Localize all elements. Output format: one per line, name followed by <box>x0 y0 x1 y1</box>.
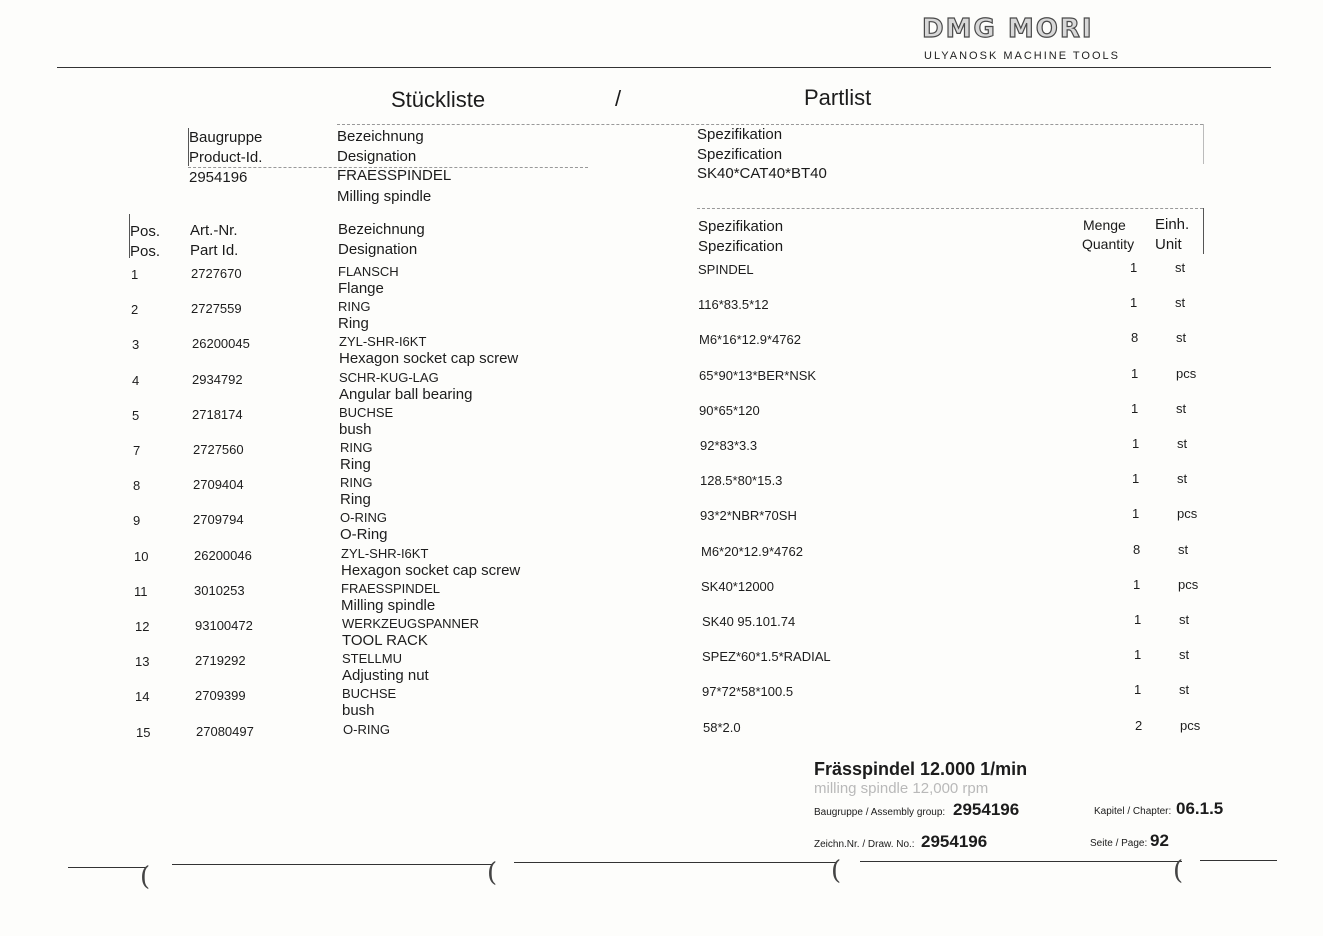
row-unit: pcs <box>1178 577 1199 592</box>
col-qty-en: Quantity <box>1082 236 1135 252</box>
row-part-id: 2719292 <box>195 653 246 668</box>
title-separator: / <box>615 86 622 111</box>
row-part-id: 2709404 <box>193 477 244 492</box>
row-designation-de: ZYL-SHR-I6KT <box>341 546 429 561</box>
row-part-id: 2934792 <box>192 372 243 387</box>
row-quantity: 8 <box>1133 542 1141 557</box>
row-specification: SPEZ*60*1.5*RADIAL <box>702 649 831 664</box>
row-specification: 92*83*3.3 <box>700 438 758 453</box>
page-value: 92 <box>1150 831 1169 850</box>
row-pos: 12 <box>135 619 150 634</box>
row-part-id: 26200046 <box>194 548 252 563</box>
assembly-group-value: 2954196 <box>953 800 1020 819</box>
row-quantity: 1 <box>1132 471 1140 486</box>
row-unit: pcs <box>1176 366 1197 381</box>
row-designation-de: WERKZEUGSPANNER <box>342 616 479 631</box>
row-specification: 116*83.5*12 <box>698 297 769 312</box>
binding-mark-1: ( <box>140 862 151 892</box>
row-designation-en: Hexagon socket cap screw <box>341 562 521 579</box>
row-designation-en: bush <box>342 702 375 719</box>
col-desig-en: Designation <box>338 241 418 258</box>
col-spec-en: Spezification <box>698 238 784 255</box>
row-unit: st <box>1176 330 1187 345</box>
row-part-id: 2709794 <box>193 512 244 527</box>
row-designation-de: FLANSCH <box>338 264 399 279</box>
row-unit: pcs <box>1177 506 1198 521</box>
row-unit: st <box>1175 260 1186 275</box>
row-designation-en: Flange <box>338 280 384 297</box>
row-pos: 1 <box>131 267 139 282</box>
col-spec-de: Spezifikation <box>698 218 784 235</box>
row-unit: st <box>1177 471 1188 486</box>
row-specification: 65*90*13*BER*NSK <box>699 368 817 383</box>
row-specification: 93*2*NBR*70SH <box>700 508 797 523</box>
row-quantity: 1 <box>1132 436 1140 451</box>
row-designation-de: BUCHSE <box>342 686 397 701</box>
row-specification: SPINDEL <box>698 262 754 277</box>
row-pos: 4 <box>132 373 140 388</box>
title-german: Stückliste <box>391 87 486 112</box>
row-pos: 3 <box>132 337 140 352</box>
row-specification: 128.5*80*15.3 <box>700 473 783 488</box>
row-pos: 14 <box>135 689 150 704</box>
table-header-rule <box>697 208 1203 209</box>
row-designation-en: Hexagon socket cap screw <box>339 350 519 367</box>
assembly-rule-top <box>337 124 1203 125</box>
row-designation-de: BUCHSE <box>339 405 394 420</box>
row-part-id: 26200045 <box>192 336 250 351</box>
company-logo: DMG MORI <box>922 14 1094 44</box>
row-specification: M6*16*12.9*4762 <box>699 332 801 347</box>
assembly-group-label: Baugruppe / Assembly group: <box>814 807 946 818</box>
desig-value-en: Milling spindle <box>337 188 432 205</box>
col-part-de: Art.-Nr. <box>190 222 238 239</box>
row-unit: st <box>1179 682 1190 697</box>
page-label: Seite / Page: <box>1090 838 1148 849</box>
desig-label-en: Designation <box>337 148 417 165</box>
group-value: 2954196 <box>189 169 248 186</box>
row-designation-de: RING <box>340 475 373 490</box>
row-part-id: 2718174 <box>192 407 243 422</box>
row-unit: st <box>1176 401 1187 416</box>
row-specification: SK40 95.101.74 <box>702 614 796 629</box>
row-designation-de: O-RING <box>343 722 390 737</box>
chapter-label: Kapitel / Chapter: <box>1094 806 1172 817</box>
row-unit: st <box>1179 647 1190 662</box>
desig-label-de: Bezeichnung <box>337 128 424 145</box>
bottom-rule-2 <box>172 864 492 865</box>
footer-title-de: Frässpindel 12.000 1/min <box>814 759 1028 779</box>
row-quantity: 1 <box>1133 577 1141 592</box>
row-quantity: 1 <box>1134 647 1142 662</box>
row-designation-de: FRAESSPINDEL <box>341 581 440 596</box>
group-label-de: Baugruppe <box>189 129 263 146</box>
row-quantity: 8 <box>1131 330 1139 345</box>
row-designation-en: Ring <box>340 491 371 508</box>
row-part-id: 2727559 <box>191 301 242 316</box>
col-part-en: Part Id. <box>190 242 239 259</box>
chapter-value: 06.1.5 <box>1176 799 1224 818</box>
row-pos: 9 <box>133 513 141 528</box>
top-rule <box>57 67 1271 68</box>
row-designation-de: SCHR-KUG-LAG <box>339 370 439 385</box>
row-specification: SK40*12000 <box>701 579 775 594</box>
row-quantity: 1 <box>1134 612 1142 627</box>
row-pos: 8 <box>133 478 141 493</box>
row-pos: 5 <box>132 408 140 423</box>
desig-value-de: FRAESSPINDEL <box>337 167 452 184</box>
row-pos: 10 <box>134 549 149 564</box>
row-pos: 15 <box>136 725 151 740</box>
row-pos: 2 <box>131 302 139 317</box>
row-part-id: 2709399 <box>195 688 246 703</box>
row-designation-en: Ring <box>338 315 369 332</box>
col-unit-de: Einh. <box>1155 216 1190 233</box>
bottom-rule-4 <box>860 861 1182 862</box>
footer-title-en: milling spindle 12,000 rpm <box>814 780 989 797</box>
spec-value: SK40*CAT40*BT40 <box>697 165 827 182</box>
col-desig-de: Bezeichnung <box>338 221 425 238</box>
binding-mark-4: ( <box>1173 856 1184 886</box>
row-unit: st <box>1177 436 1188 451</box>
row-unit: st <box>1179 612 1190 627</box>
company-subtitle: ULYANOSK MACHINE TOOLS <box>924 50 1121 62</box>
row-quantity: 1 <box>1130 260 1138 275</box>
row-designation-de: O-RING <box>340 510 387 525</box>
row-quantity: 2 <box>1135 718 1143 733</box>
assembly-right-edge <box>1203 124 1204 164</box>
row-part-id: 27080497 <box>196 724 254 739</box>
row-specification: 90*65*120 <box>699 403 760 418</box>
spec-label-de: Spezifikation <box>697 126 783 143</box>
table-right-bracket <box>1203 208 1204 254</box>
col-pos-en: Pos. <box>130 243 161 260</box>
row-designation-en: Adjusting nut <box>342 667 429 684</box>
drawing-value: 2954196 <box>921 832 988 851</box>
drawing-label: Zeichn.Nr. / Draw. No.: <box>814 839 915 850</box>
binding-mark-2: ( <box>487 858 498 888</box>
col-qty-de: Menge <box>1083 217 1126 233</box>
row-specification: M6*20*12.9*4762 <box>701 544 803 559</box>
row-part-id: 93100472 <box>195 618 253 633</box>
row-quantity: 1 <box>1132 506 1140 521</box>
binding-mark-3: ( <box>831 856 842 886</box>
bottom-rule-5 <box>1200 860 1277 861</box>
row-designation-de: STELLMU <box>342 651 402 666</box>
col-pos-de: Pos. <box>130 223 161 240</box>
row-part-id: 2727670 <box>191 266 242 281</box>
title-english: Partlist <box>804 85 872 110</box>
row-specification: 58*2.0 <box>703 720 741 735</box>
bottom-rule-1 <box>68 867 146 868</box>
row-specification: 97*72*58*100.5 <box>702 684 794 699</box>
group-label-en: Product-Id. <box>189 149 263 166</box>
row-unit: pcs <box>1180 718 1201 733</box>
row-part-id: 3010253 <box>194 583 245 598</box>
row-designation-en: bush <box>339 421 372 438</box>
row-quantity: 1 <box>1134 682 1142 697</box>
row-designation-en: Angular ball bearing <box>339 386 473 403</box>
row-quantity: 1 <box>1131 401 1139 416</box>
spec-label-en: Spezification <box>697 146 783 163</box>
row-quantity: 1 <box>1131 366 1139 381</box>
row-unit: st <box>1178 542 1189 557</box>
row-quantity: 1 <box>1130 295 1138 310</box>
row-pos: 13 <box>135 654 150 669</box>
row-designation-de: RING <box>338 299 371 314</box>
row-pos: 11 <box>134 584 148 599</box>
row-designation-en: Milling spindle <box>341 597 436 614</box>
col-unit-en: Unit <box>1155 236 1182 253</box>
row-part-id: 2727560 <box>193 442 244 457</box>
row-designation-de: RING <box>340 440 373 455</box>
bottom-rule-3 <box>514 862 836 863</box>
row-designation-de: ZYL-SHR-I6KT <box>339 334 427 349</box>
row-designation-en: Ring <box>340 456 371 473</box>
row-pos: 7 <box>133 443 141 458</box>
row-designation-en: TOOL RACK <box>342 632 428 649</box>
row-designation-en: O-Ring <box>340 526 388 543</box>
row-unit: st <box>1175 295 1186 310</box>
